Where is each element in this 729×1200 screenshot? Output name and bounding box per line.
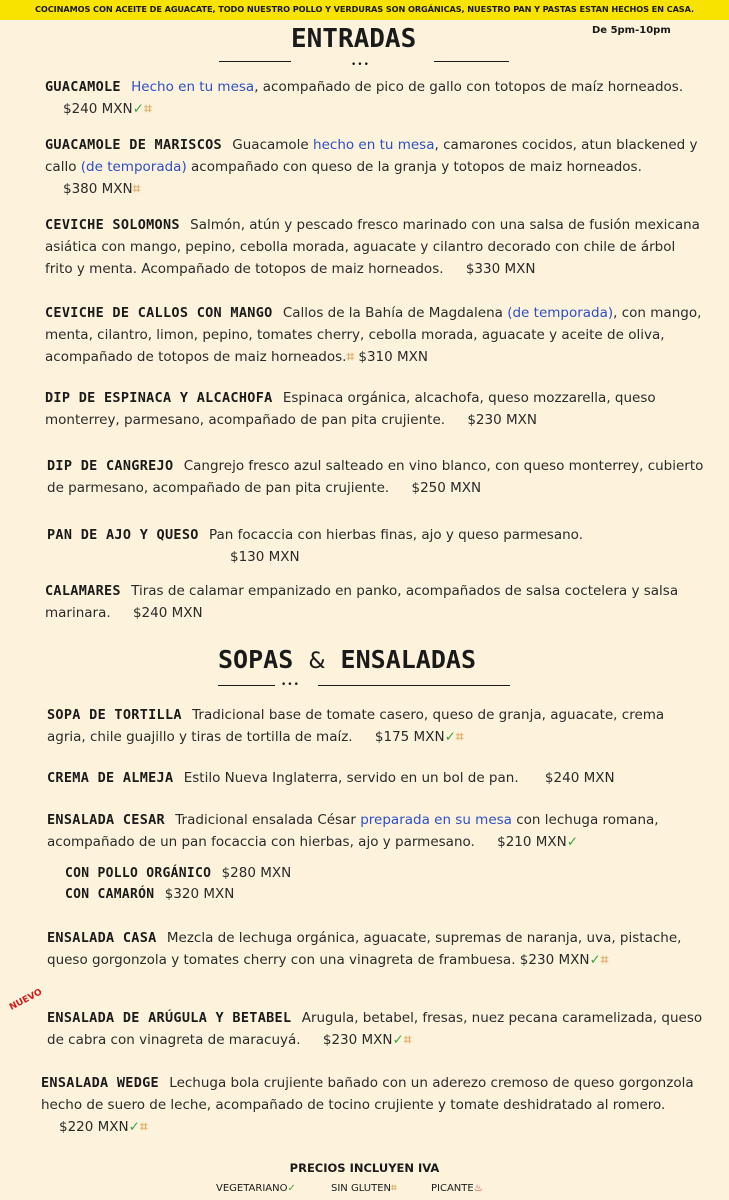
banner-text: COCINAMOS CON ACEITE DE AGUACATE, TODO NUESTRO POLLO Y VERDURAS SON ORGÁNICAS, NUESTRO PAN Y PASTAS ESTAN HECHOS EN CASA. [34,4,694,14]
item-description: Arugula, betabel, fresas, nuez pecana caramelizada, queso de cabra con vinagreta de maracuyá. [47,1010,703,1048]
item-name: CEVICHE SOLOMONS [45,217,180,233]
item-price: $310 MXN [358,349,429,365]
item-description: Cangrejo fresco azul salteado en vino blanco, con queso monterrey, cubierto de parmesano, acompañado de pan pita crujiente. [47,458,704,496]
chili-icon: ♨ [473,1183,483,1194]
option-camaron [65,886,234,902]
item-price: $240 MXN [63,101,133,117]
menu-item-ceviche-callos [45,302,720,368]
menu-item-ensalada-cesar [47,809,715,853]
item-description: Guacamole [232,137,309,153]
item-highlight: (de temporada) [507,305,614,321]
item-description: Salmón, atún y pescado fresco marinado con una salsa de fusión mexicana asiática con mango, pepino, cebolla morada, aguacate y cilantro decorado con chile de árbol frito y menta. Acompañado de totopos de maiz horneados. [45,217,700,277]
hours-label: De 5pm-10pm [592,25,671,36]
new-badge: NUEVO [8,987,44,1013]
vegetarian-icon: ✓ [444,729,456,745]
item-description: Tradicional ensalada César [175,812,356,828]
divider-right [318,685,510,686]
gluten-free-icon: ⌗ [139,1119,148,1135]
item-price: $210 MXN [497,834,567,850]
item-highlight: preparada en su mesa [360,812,512,828]
section-title-entradas: ENTRADAS [291,24,417,54]
legend-spicy [431,1183,483,1194]
divider-right [434,61,509,62]
item-price: $250 MXN [411,480,482,496]
option-name: CON CAMARÓN [65,887,155,902]
section-title-sopas-ensaladas [218,645,476,674]
item-price: $380 MXN [63,181,133,197]
item-name: DIP DE CANGREJO [47,458,174,474]
menu-item-ensalada-casa [47,927,687,971]
price-note: PRECIOS INCLUYEN IVA [289,1161,440,1175]
item-description: Tradicional base de tomate casero, queso de granja, aguacate, crema agria, chile guajillo y tiras de tortilla de maíz. [47,707,665,745]
item-description: Lechuga bola crujiente bañado con un aderezo cremoso de queso gorgonzola hecho de suero de leche, acompañado de tocino crujiente y tomate deshidratado al romero. [41,1075,694,1113]
item-name: CALAMARES [45,583,121,599]
legend-label: VEGETARIANO [216,1183,288,1194]
item-name: ENSALADA CESAR [47,812,165,828]
gluten-free-icon: ⌗ [346,349,355,365]
item-name: ENSALADA CASA [47,930,157,946]
item-name: SOPA DE TORTILLA [47,707,182,723]
vegetarian-icon: ✓ [589,952,601,968]
item-highlight: hecho en tu mesa [313,137,435,153]
item-description: Tiras de calamar empanizado en panko, acompañados de salsa coctelera y salsa marinara. [45,583,679,621]
item-name: CREMA DE ALMEJA [47,770,174,786]
divider-left [219,61,291,62]
item-name: DIP DE ESPINACA Y ALCACHOFA [45,390,273,406]
item-name: ENSALADA DE ARÚGULA Y BETABEL [47,1010,292,1026]
item-description: Espinaca orgánica, alcachofa, queso mozzarella, queso monterrey, parmesano, acompañado de pan pita crujiente. [45,390,656,428]
item-name: GUACAMOLE [45,79,121,95]
item-price-pan-ajo: $130 MXN [230,549,300,565]
menu-item-guacamole [45,76,700,120]
item-price: $230 MXN [467,412,537,428]
item-description: Mezcla de lechuga orgánica, aguacate, supremas de naranja, uva, pistache, queso gorgonzola y tomates cherry con una vinagreta de frambuesa. [47,930,682,968]
item-description: con lechuga romana, acompañado de un pan focaccia con hierbas, ajo y parmesano. [47,812,659,850]
legend-gluten-free [331,1183,397,1194]
option-price: $320 MXN [164,886,235,902]
item-price: $240 MXN [132,605,203,621]
gluten-free-icon: ⌗ [455,729,464,745]
section-title-ensaladas: ENSALADAS [340,645,477,674]
menu-item-calamares [45,580,710,624]
item-price: $220 MXN [59,1119,129,1135]
item-description: , camarones cocidos, atun blackened y callo [45,137,698,175]
legend-label: SIN GLUTEN [331,1183,392,1194]
gluten-free-icon: ⌗ [143,101,152,117]
item-name: PAN DE AJO Y QUESO [47,527,199,543]
item-description: Callos de la Bahía de Magdalena [282,305,503,321]
item-price: $230 MXN [322,1032,393,1048]
legend-vegetarian [216,1183,296,1194]
menu-item-guacamole-mariscos [45,134,700,200]
section-title-amp: & [308,649,326,674]
legend-label: PICANTE [431,1183,474,1194]
divider-dots: ••• [281,680,300,690]
item-description: Pan focaccia con hierbas finas, ajo y queso parmesano. [209,527,583,543]
divider-dots: ••• [351,60,370,70]
menu-item-ceviche-solomons [45,214,705,280]
vegetarian-icon: ✓ [392,1032,404,1048]
item-description: , con mango, menta, cilantro, limon, pepino, tomates cherry, cebolla morada, aguacate y aceite de oliva, acompañado de totopos de maiz horneados. [45,305,702,365]
item-description: Estilo Nueva Inglaterra, servido en un bol de pan. [183,770,519,786]
item-description: , acompañado de pico de gallo con totopos de maíz horneados. [254,79,684,95]
divider-left [218,685,275,686]
item-description: acompañado con queso de la granja y totopos de maiz horneados. [191,159,642,175]
option-name: CON POLLO ORGÁNICO [65,866,212,881]
gluten-free-icon: ⌗ [403,1032,412,1048]
item-highlight: Hecho en tu mesa [131,79,255,95]
item-name: CEVICHE DE CALLOS CON MANGO [45,305,273,321]
option-price: $280 MXN [221,865,292,881]
menu-item-dip-cangrejo [47,455,719,499]
menu-item-sopa-tortilla [47,704,702,748]
item-name: ENSALADA WEDGE [41,1075,159,1091]
menu-item-crema-almeja [47,767,707,789]
vegetarian-icon: ✓ [566,834,579,850]
item-price: $330 MXN [465,261,536,277]
vegetarian-icon: ✓ [287,1183,296,1194]
item-name: GUACAMOLE DE MARISCOS [45,137,222,153]
vegetarian-icon: ✓ [128,1119,140,1135]
item-price: $240 MXN [544,770,615,786]
menu-item-pan-ajo [47,524,697,546]
vegetarian-icon: ✓ [132,101,144,117]
gluten-free-icon: ⌗ [132,181,141,197]
item-highlight: (de temporada) [80,159,187,175]
gluten-free-icon: ⌗ [600,952,609,968]
item-price: $175 MXN [374,729,445,745]
menu-item-dip-espinaca [45,387,700,431]
item-price: $230 MXN [519,952,590,968]
gluten-free-icon: ⌗ [391,1183,397,1194]
option-pollo [65,865,291,881]
menu-item-ensalada-arugula [47,1007,722,1051]
section-title-sopas: SOPAS [218,645,294,674]
menu-item-ensalada-wedge [41,1072,701,1138]
